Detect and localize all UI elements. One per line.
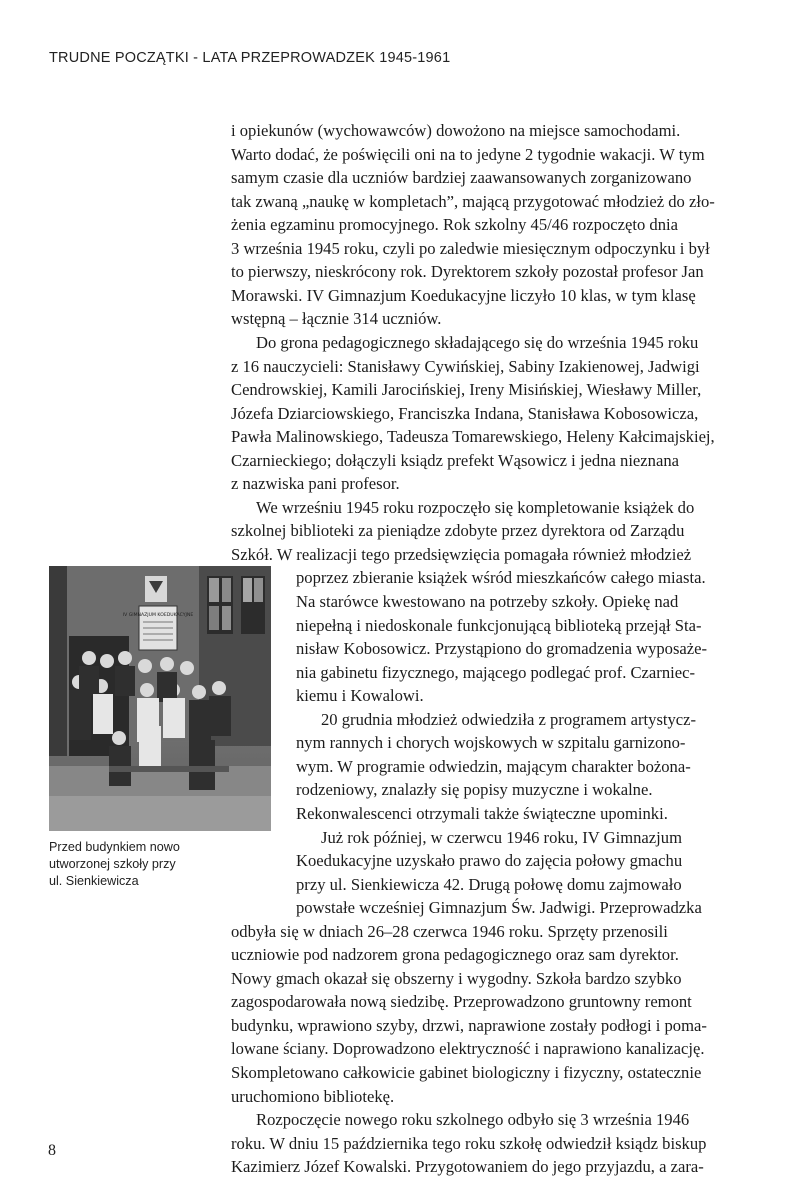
body-line: 3 września 1945 roku, czyli po zaledwie miesięcznym odpoczynku i był bbox=[231, 238, 710, 258]
body-line: żenia egzaminu promocyjnego. Rok szkolny 45/46 rozpoczęto dnia bbox=[231, 215, 678, 235]
body-line: odbyła się w dniach 26–28 czerwca 1946 roku. Sprzęty przenosili bbox=[231, 921, 668, 941]
body-line: powstałe wcześniej Gimnazjum Św. Jadwigi. Przeprowadzka bbox=[296, 898, 702, 918]
body-line: Szkół. W realizacji tego przedsięwzięcia pomagała również młodzież bbox=[231, 544, 692, 564]
photo-image bbox=[49, 566, 271, 831]
historical-photo bbox=[49, 566, 271, 831]
photo-caption bbox=[49, 839, 209, 890]
body-line: nia gabinetu fizycznego, mającego podlegać prof. Czarniec- bbox=[296, 662, 695, 682]
body-line: Koedukacyjne uzyskało prawo do zajęcia połowy gmachu bbox=[296, 851, 683, 871]
body-line: nisław Kobosowicz. Przystąpiono do gromadzenia wyposaże- bbox=[296, 639, 708, 659]
body-line: lowane ściany. Doprowadzono elektryczność i naprawiono kanalizację. bbox=[231, 1039, 705, 1059]
body-line: z nazwiska pani profesor. bbox=[231, 474, 400, 494]
body-line: z 16 nauczycieli: Stanisławy Cywińskiej, Sabiny Izakienowej, Jadwigi bbox=[231, 356, 700, 376]
sign-label: IV GIMNAZJUM KOEDUKACYJNE bbox=[122, 613, 194, 618]
body-line: Czarnieckiego; dołączyli ksiądz prefekt Wąsowicz i jedna nieznana bbox=[231, 450, 679, 470]
body-line: Do grona pedagogicznego składającego się do września 1945 roku bbox=[256, 332, 699, 352]
body-line: zagospodarowała nową siedzibę. Przeprowadzono gruntowny remont bbox=[231, 992, 692, 1012]
body-line: tak zwaną „naukę w kompletach”, mającą przygotować młodzież do zło- bbox=[231, 191, 715, 211]
body-line: Józefa Dziarciowskiego, Franciszka Indana, Stanisława Kobosowicza, bbox=[231, 403, 699, 423]
caption-line: ul. Sienkiewicza bbox=[49, 874, 139, 888]
page-number: 8 bbox=[48, 1142, 56, 1159]
body-line: roku. W dniu 15 października tego roku szkołę odwiedził ksiądz biskup bbox=[231, 1133, 707, 1153]
body-line: i opiekunów (wychowawców) dowożono na miejsce samochodami. bbox=[231, 121, 681, 140]
body-line: Kazimierz Józef Kowalski. Przygotowaniem do jego przyjazdu, a zara- bbox=[231, 1157, 704, 1177]
body-line: przy ul. Sienkiewicza 42. Drugą połowę domu zajmowało bbox=[296, 874, 682, 894]
body-line: budynku, wprawiono szyby, drzwi, naprawione zostały podłogi i poma- bbox=[231, 1015, 707, 1035]
running-header: TRUDNE POCZĄTKI - LATA PRZEPROWADZEK 1945-1961 bbox=[49, 50, 451, 66]
body-line: Skompletowano całkowicie gabinet biologiczny i fizyczny, ostatecznie bbox=[231, 1063, 702, 1082]
body-line: rodzeniowy, znalazły się popisy muzyczne i wokalne. bbox=[296, 780, 653, 800]
body-line: Już rok później, w czerwcu 1946 roku, IV Gimnazjum bbox=[321, 827, 682, 847]
body-line: We wrześniu 1945 roku rozpoczęło się kompletowanie książek do bbox=[256, 497, 695, 517]
body-line: to pierwszy, nieskrócony rok. Dyrektorem szkoły pozostał profesor Jan bbox=[231, 262, 704, 282]
body-line: Pawła Malinowskiego, Tadeusza Tomarewskiego, Heleny Kałcimajskiej, bbox=[231, 427, 715, 447]
body-line: niepełną i niedoskonale funkcjonującą biblioteką przejął Sta- bbox=[296, 615, 702, 635]
body-line: uczniowie pod nadzorem grona pedagogicznego oraz sam dyrektor. bbox=[231, 945, 679, 965]
body-line: wym. W programie odwiedzin, mającym charakter bożona- bbox=[296, 756, 691, 776]
caption-line: utworzonej szkoły przy bbox=[49, 857, 176, 871]
body-line: Na starówce kwestowano na potrzeby szkoły. Opiekę nad bbox=[296, 592, 679, 611]
body-line: samym czasie dla uczniów bardziej zaawansowanych zorganizowano bbox=[231, 168, 692, 188]
body-line: Warto dodać, że poświęcili oni na to jedyne 2 tygodnie wakacji. W tym bbox=[231, 144, 705, 164]
body-line: Rekonwalescenci otrzymali także świąteczne upominki. bbox=[296, 803, 668, 823]
body-line: Rozpoczęcie nowego roku szkolnego odbyło się 3 września 1946 bbox=[256, 1110, 690, 1130]
body-line: Morawski. IV Gimnazjum Koedukacyjne liczyło 10 klas, w tym klasę bbox=[231, 285, 696, 305]
body-line: szkolnej biblioteki za pieniądze zdobyte przez dyrektora od Zarządu bbox=[231, 521, 685, 541]
body-line: poprzez zbieranie książek wśród mieszkańców całego miasta. bbox=[296, 568, 706, 588]
body-line: nym rannych i chorych wojskowych w szpitalu garnizono- bbox=[296, 733, 686, 753]
body-line: Nowy gmach okazał się obszerny i wygodny. Szkoła bardzo szybko bbox=[231, 968, 682, 988]
body-line: kiemu i Kowalowi. bbox=[296, 686, 424, 706]
body-line: 20 grudnia młodzież odwiedziła z programem artystycz- bbox=[321, 709, 697, 729]
body-line: uruchomiono bibliotekę. bbox=[231, 1086, 395, 1106]
caption-line: Przed budynkiem nowo bbox=[49, 840, 180, 854]
body-line: wstępną – łącznie 314 uczniów. bbox=[231, 309, 442, 329]
body-line: Cendrowskiej, Kamili Jarocińskiej, Ireny Misińskiej, Wiesławy Miller, bbox=[231, 380, 702, 400]
